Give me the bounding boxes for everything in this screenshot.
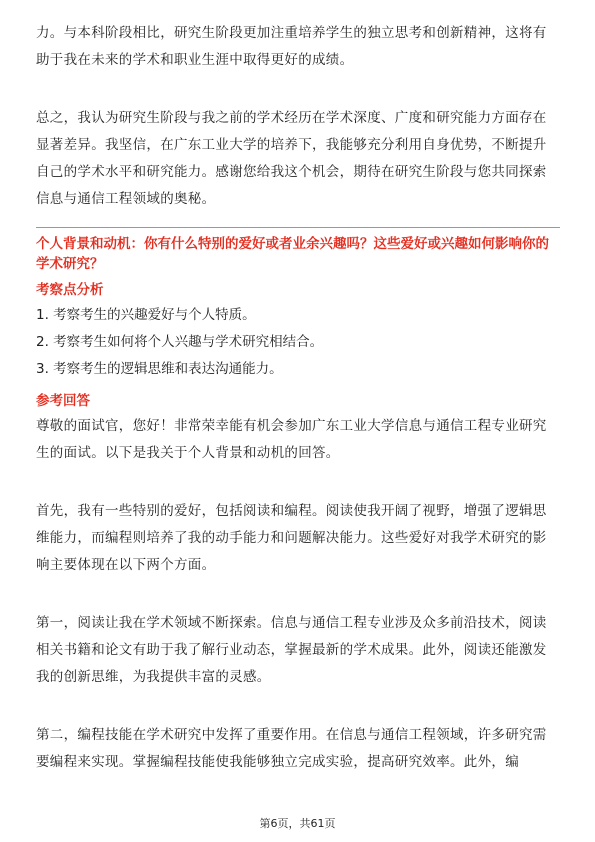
answer-paragraph: 第一，阅读让我在学术领域不断探索。信息与通信工程专业涉及众多前沿技术，阅读相关书籍和论文有助于我了解行业动态，掌握最新的学术成果。此外，阅读还能激发我的创新思维，为我提供丰富的灵感。 — [36, 615, 547, 685]
list-item: 2. 考察考生如何将个人兴趣与学术研究相结合。 — [36, 334, 324, 350]
question-heading: 个人背景和动机：你有什么特别的爱好或者业余兴趣吗？这些爱好或兴趣如何影响你的学术研究？ — [36, 236, 549, 272]
list-item: 1. 考察考生的兴趣爱好与个人特质。 — [36, 307, 256, 323]
analysis-list — [36, 302, 560, 383]
page-number: 第6页，共61页 — [259, 817, 336, 830]
answer-paragraph: 第二，编程技能在学术研究中发挥了重要作用。在信息与通信工程领域，许多研究需要编程来实现。掌握编程技能使我能够独立完成实验，提高研究效率。此外，编 — [36, 727, 547, 770]
analysis-label: 考察点分析 — [36, 282, 104, 298]
section-divider — [36, 227, 560, 228]
answer-paragraph: 首先，我有一些特别的爱好，包括阅读和编程。阅读使我开阔了视野，增强了逻辑思维能力，而编程则培养了我的动手能力和问题解决能力。这些爱好对我学术研究的影响主要体现在以下两个方面。 — [36, 503, 547, 573]
answer-paragraph: 尊敬的面试官，您好！非常荣幸能有机会参加广东工业大学信息与通信工程专业研究生的面试。以下是我关于个人背景和动机的回答。 — [36, 418, 547, 461]
answer-label: 参考回答 — [36, 393, 90, 409]
intro-paragraph: 力。与本科阶段相比，研究生阶段更加注重培养学生的独立思考和创新精神，这将有助于我在未来的学术和职业生涯中取得更好的成绩。 — [36, 25, 547, 68]
list-item: 3. 考察考生的逻辑思维和表达沟通能力。 — [36, 361, 283, 377]
intro-paragraph: 总之，我认为研究生阶段与我之前的学术经历在学术深度、广度和研究能力方面存在显著差异。我坚信，在广东工业大学的培养下，我能够充分利用自身优势，不断提升自己的学术水平和研究能力。感谢您给我这个机会，期待在研究生阶段与您共同探索信息与通信工程领域的奥秘。 — [36, 110, 547, 207]
document-page — [36, 20, 560, 776]
